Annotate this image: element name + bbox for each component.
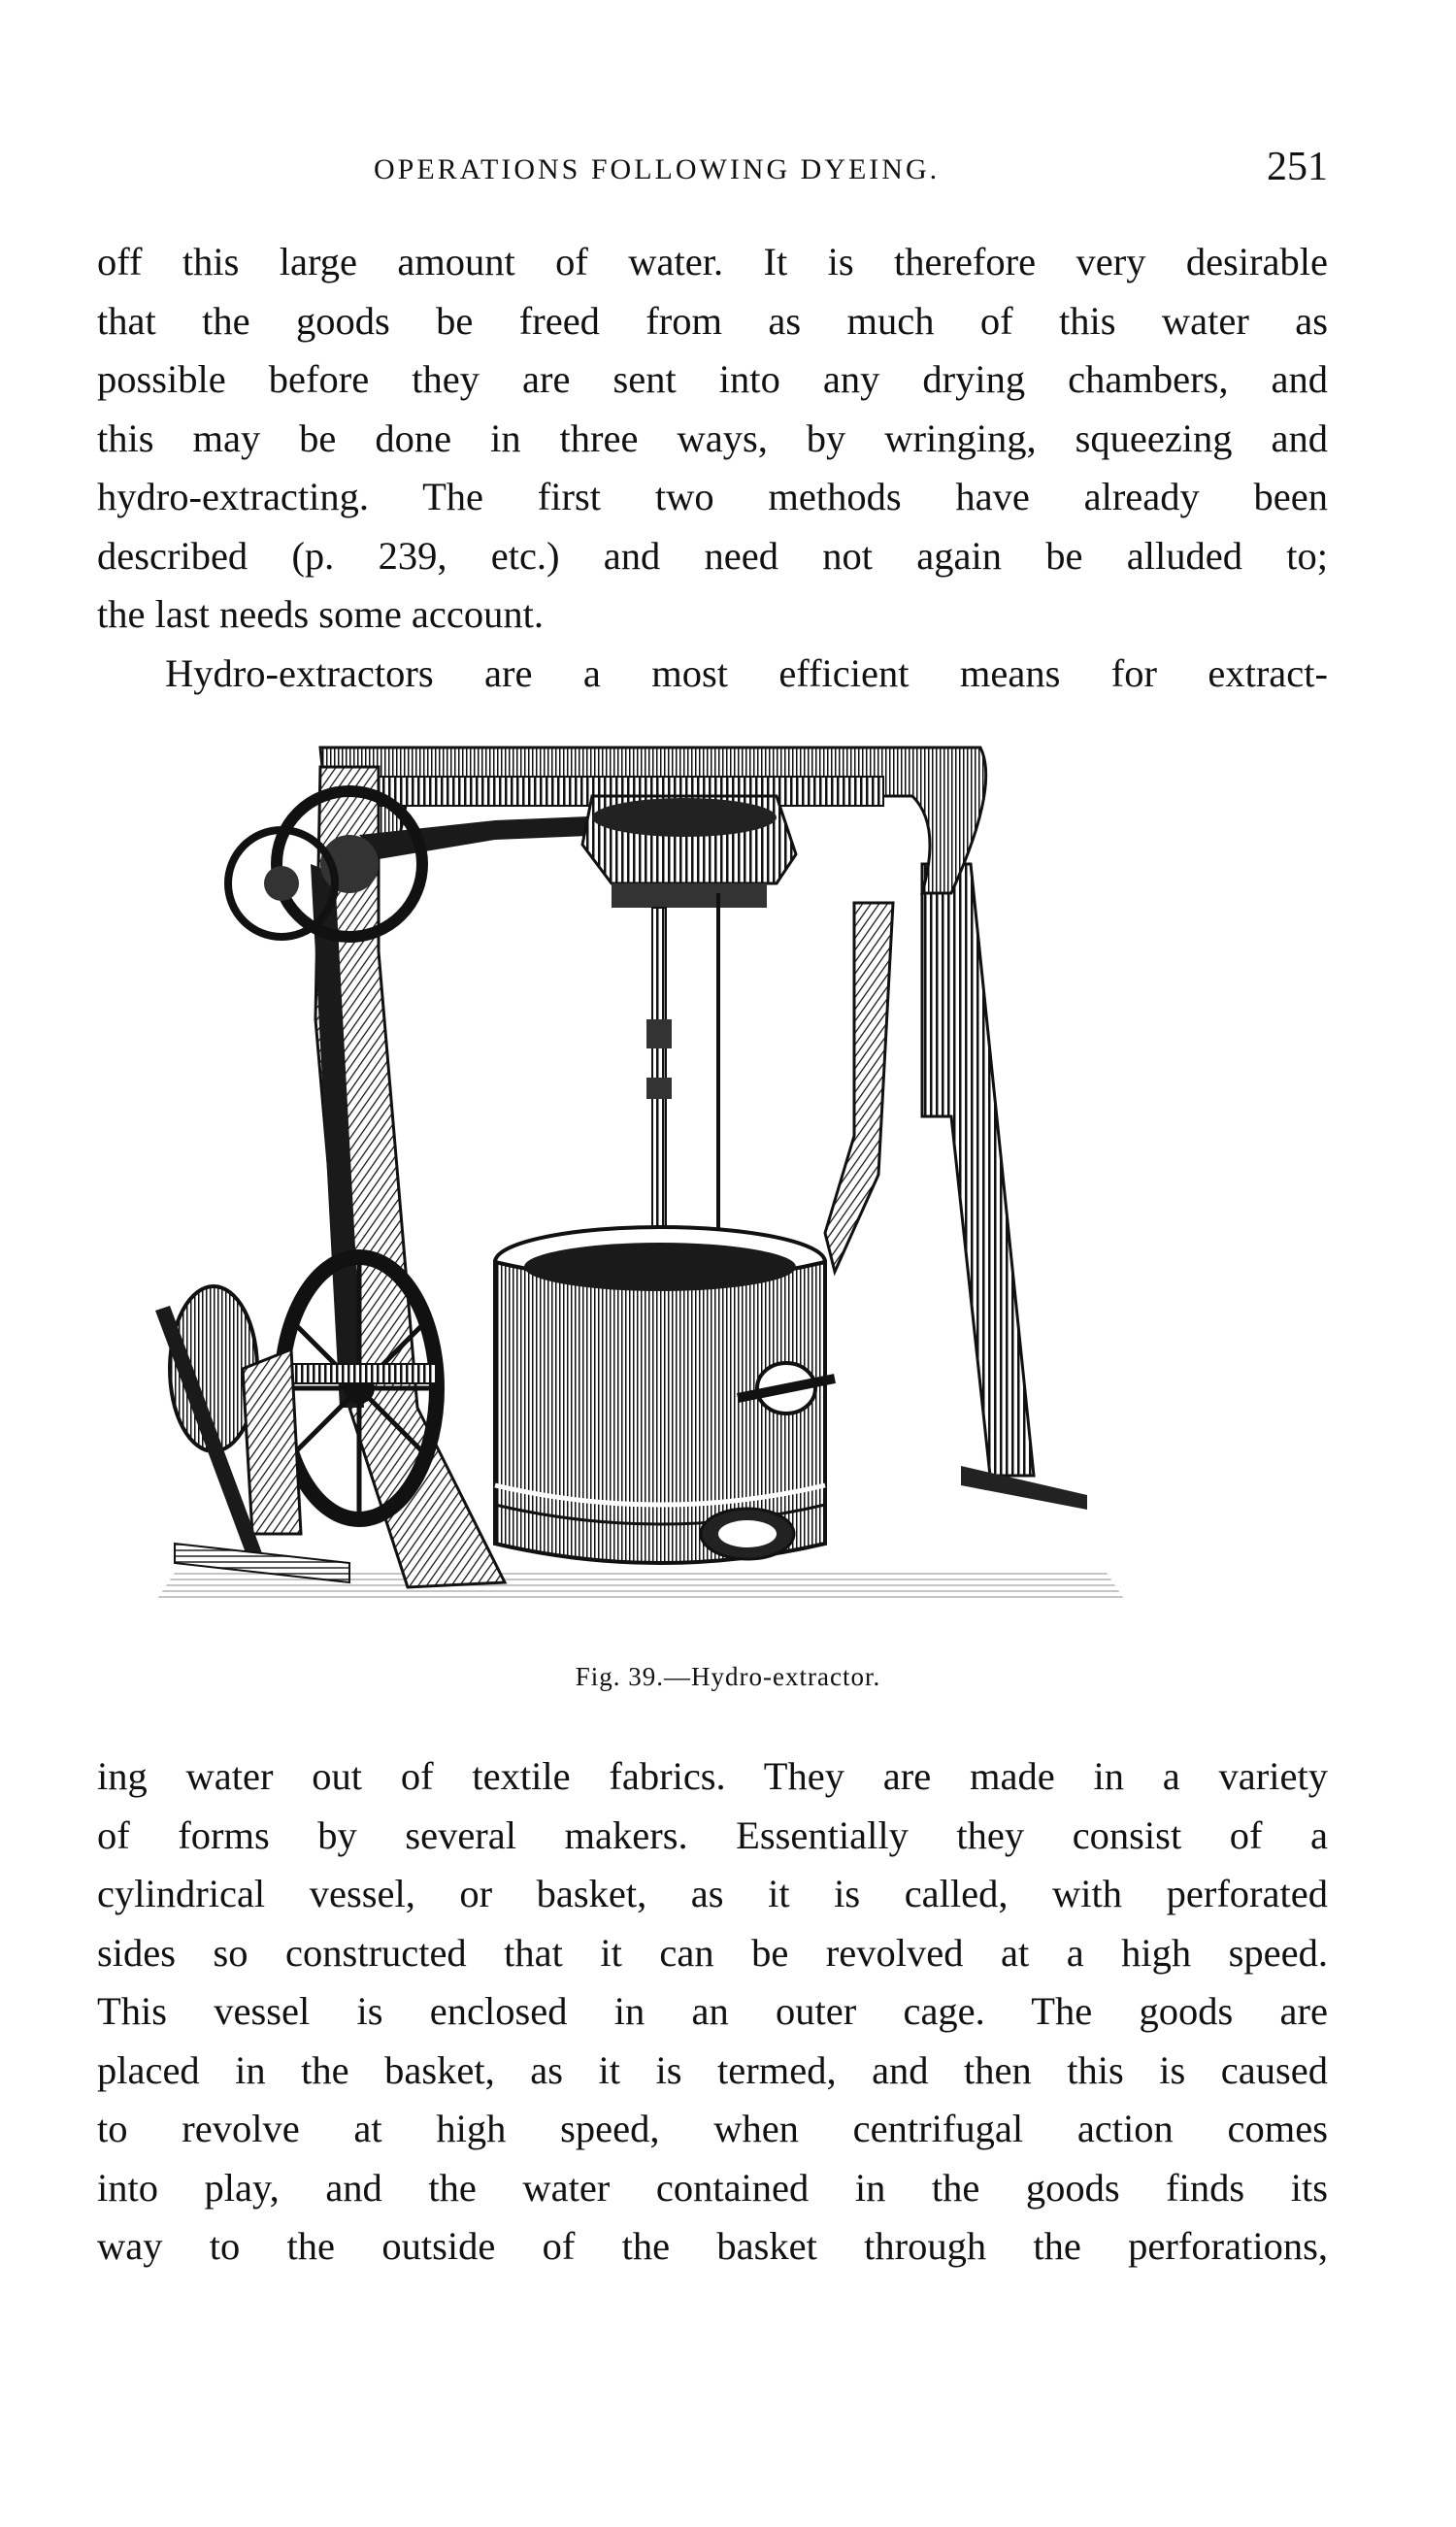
paragraph-3 [97,1747,1328,2277]
text-line: this may be done in three ways, by wringing, squeezing and [97,416,1328,460]
text-line: This vessel is enclosed in an outer cage. The goods are [97,1989,1328,2033]
text-line: sides so constructed that it can be revolved at a high speed. [97,1930,1328,1975]
hydro-extractor-engraving-icon [155,728,1175,1641]
text-line: placed in the basket, as it is termed, and then this is caused [97,2047,1328,2092]
text-line: that the goods be freed from as much of this water as [97,298,1328,343]
running-head: OPERATIONS FOLLOWING DYEING. [374,153,941,185]
text-line: Hydro-extractors are a most efficient means for extract- [165,651,1328,695]
text-line: described (p. 239, etc.) and need not again be alluded to; [97,533,1328,578]
text-line: cylindrical vessel, or basket, as it is called, with perforated [97,1872,1328,1915]
figure-caption: Fig. 39.—Hydro-extractor. [575,1662,881,1691]
paragraph-2 [97,645,1328,704]
text-line: hydro-extracting. The first two methods have already been [97,475,1328,518]
text-line: ing water out of textile fabrics. They are made in a variety [97,1754,1328,1798]
text-line: the last needs some account. [97,592,544,636]
text-line: possible before they are sent into any drying chambers, and [97,357,1328,401]
page-number: 251 [1267,145,1328,189]
text-line: to revolve at high speed, when centrifugal action comes [97,2107,1328,2150]
text-line: off this large amount of water. It is therefore very desirable [97,240,1328,283]
text-line: of forms by several makers. Essentially they consist of a [97,1812,1328,1857]
text-line: into play, and the water contained in the goods finds its [97,2165,1328,2210]
page-header [97,144,1328,202]
paragraph-1 [97,233,1328,645]
text-line: way to the outside of the basket through the perforations, [97,2224,1328,2268]
hydro-extractor-illustration [155,728,1175,1641]
